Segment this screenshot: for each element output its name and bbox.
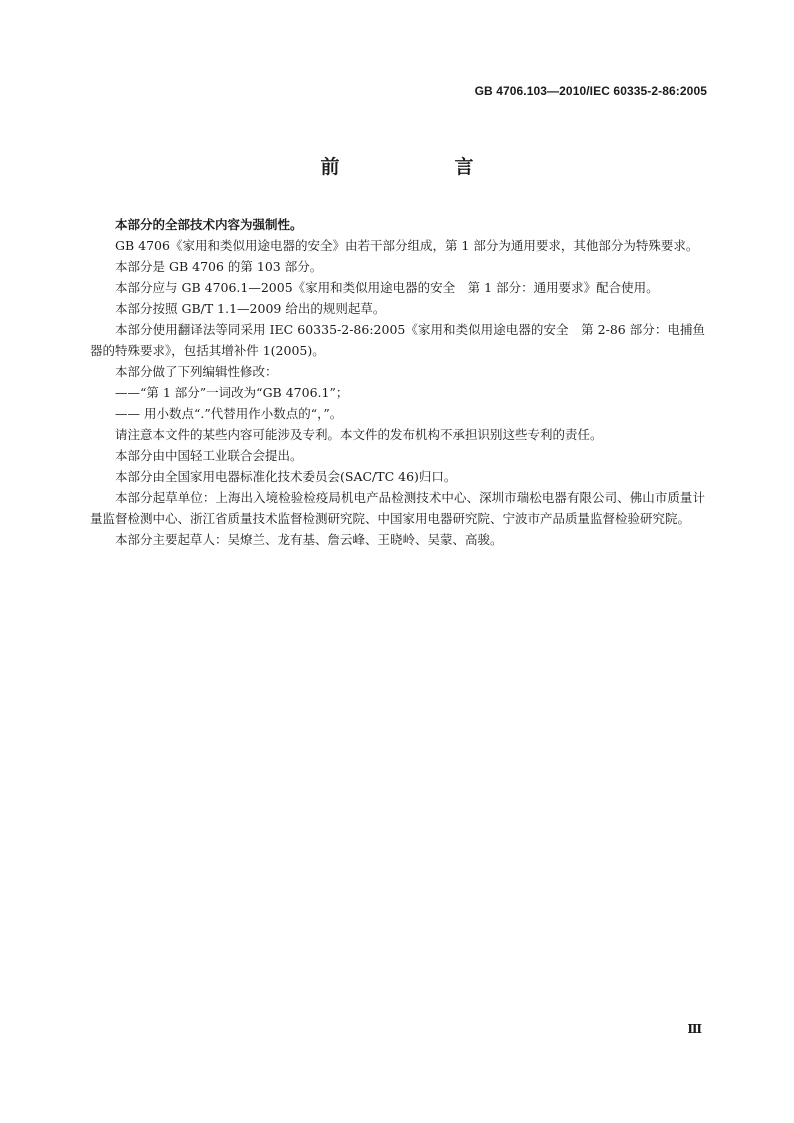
paragraph: GB 4706《家用和类似用途电器的安全》由若干部分组成，第 1 部分为通用要求，其他部分为特殊要求。	[115, 238, 699, 253]
paragraph: 本部分由中国轻工业联合会提出。	[115, 448, 303, 463]
list-item: —— 用小数点“.”代替用作小数点的“，”。	[115, 406, 343, 421]
paragraph: 本部分使用翻译法等同采用 IEC 60335-2-86:2005《家用和类似用途电器的安全 第 2-86 部分：电捕鱼器的特殊要求》，包括其增补件 1(2005)。	[90, 322, 705, 358]
page-title: 前 言	[320, 156, 522, 178]
paragraph: 本部分主要起草人：吴燎兰、龙有基、詹云峰、王晓岭、吴蒙、高骏。	[115, 532, 503, 547]
paragraph: 本部分是 GB 4706 的第 103 部分。	[115, 259, 323, 274]
mandatory-statement: 本部分的全部技术内容为强制性。	[115, 217, 303, 232]
paragraph: 本部分应与 GB 4706.1—2005《家用和类似用途电器的安全 第 1 部分：通用要求》配合使用。	[115, 280, 659, 295]
paragraph: 本部分按照 GB/T 1.1—2009 给出的规则起草。	[115, 301, 386, 316]
foreword-body	[90, 214, 705, 550]
paragraph: 本部分由全国家用电器标准化技术委员会(SAC/TC 46)归口。	[115, 469, 457, 484]
paragraph: 本部分做了下列编辑性修改：	[115, 364, 278, 379]
standard-code-header: GB 4706.103—2010/IEC 60335-2-86:2005	[474, 84, 707, 98]
page-number: Ⅲ	[687, 1022, 702, 1036]
paragraph: 请注意本文件的某些内容可能涉及专利。本文件的发布机构不承担识别这些专利的责任。	[115, 427, 603, 442]
list-item: ——“第 1 部分”一词改为“GB 4706.1”；	[115, 385, 349, 400]
paragraph: 本部分起草单位：上海出入境检验检疫局机电产品检测技术中心、深圳市瑞松电器有限公司、佛山市质量计量监督检测中心、浙江省质量技术监督检测研究院、中国家用电器研究院、宁波市产品质量监督检验研究院。	[90, 490, 705, 526]
